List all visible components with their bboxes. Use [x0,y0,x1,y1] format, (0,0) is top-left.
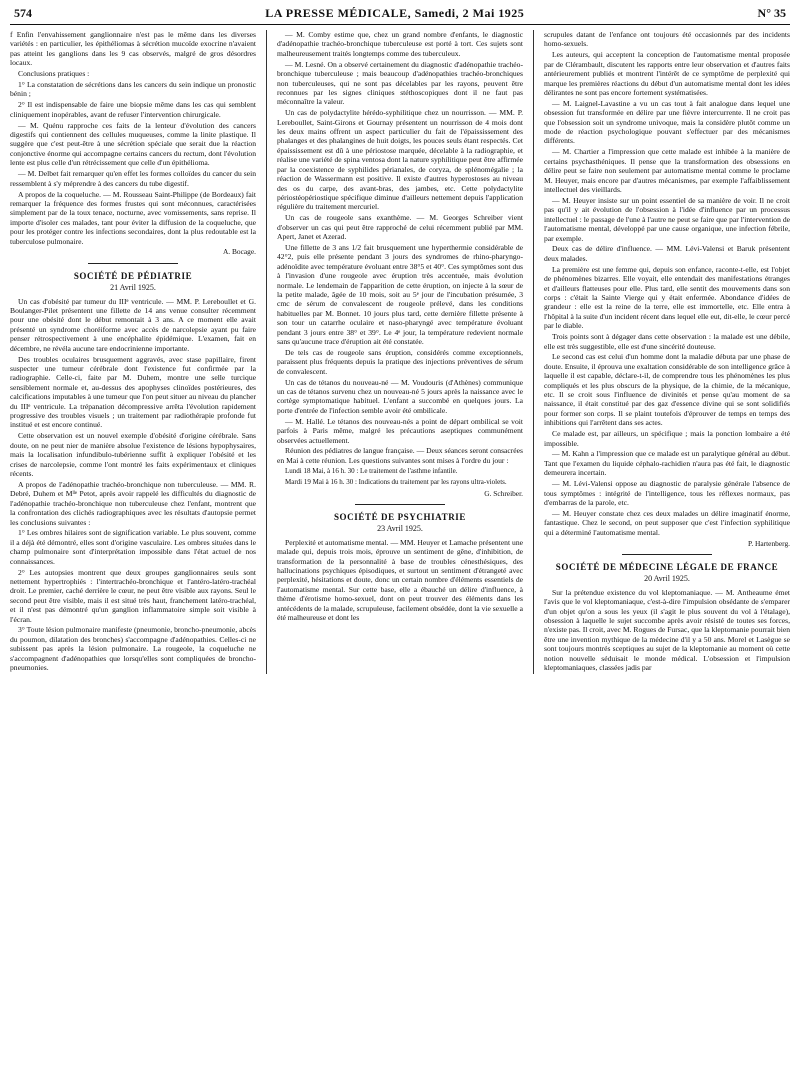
section-divider [88,263,178,264]
section-title: SOCIÉTÉ DE MÉDECINE LÉGALE DE FRANCE [555,562,779,573]
paragraph: A propos de la coqueluche. — M. Rousseau Saint-Philippe (de Bordeaux) fait remarquer la fréquence des formes frustes qui sont méconnues, caractérisées simplement par de la toux tenace, nocturne, avec vomissements, sans reprise. Il importe d'isoler ces malades, tant pour éviter la diffusion de la coqueluche, que pour les protéger contre les infections secondaires, dont la plus redoutable est la tuberculose pulmonaire. [10,189,256,246]
paragraph: Trois points sont à dégager dans cette observation : la malade est une débile, elle est très suggestible, elle est d'une sincérité douteuse. [544,332,790,351]
paragraph: Perplexité et automatisme mental. — MM. Heuyer et Lamache présentent une malade qui, depuis trois mois, éprouve un sentiment de gêne, d'inhibition, de transformation de la personnalité à base de troubles cénesthésiques, des hallucinations psychiques épisodiques, et surtout un sentiment d'étrangeté avec perplexité, hésitations et doute, donc un certain nombre d'éléments essentiels de l'automatisme mental. Sur cette base, elle a ébauché un délire d'influence, à thème d'érotisme homo-sexuel, dont on peut trouver des éléments dans les antécédents de la malade, scrupuleuse, facilement obsédée, dont la vie sexuelle a été malheureuse et dont les [277,537,523,623]
paragraph: 2° Les autopsies montrent que deux groupes ganglionnaires seuls sont nettement hypertrophiés : l'intertrachéo-bronchique et l'antéro-latéro-trachéal droit. Le premier, caché derrière le cœur, ne peut être visible aux rayons. Seul le second peut être visible, mais il est situé très haut, franchement latéro-trachéal, et il n'est pas démontré qu'un ganglion inflammatoire simple soit visible à l'écran. [10,567,256,624]
newspaper-page [10,6,790,1076]
paragraph: Sur la prétendue existence du vol kleptomaniaque. — M. Antheaume émet l'avis que le vol kleptomaniaque, c'est-à-dire l'impulsion obsédante de s'emparer d'un objet qu'on a sous les yeux (il s'agit le plus souvent du vol à l'étalage), obsession à laquelle le sujet succombe après avoir résisté de toutes ses forces, n'existe pas. Il croit, avec M. Rogues de Fursac, que la kleptomanie pourrait bien être une invention mythique de la médecine d'il y a 50 ans. Morel et Lasègue se sont toujours montrés sceptiques au sujet de la kleptomanie au moment où cette notion nouvelle séduisait le monde médical. L'obsession et l'impulsion kleptomaniaques, classées jadis par [544,587,790,673]
paragraph: 3° Toute lésion pulmonaire manifeste (pneumonie, broncho-pneumonie, abcès du poumon, dilatation des bronches) s'accompagne d'adénopathies. Celles-ci ne subissent pas après la lésion pulmonaire. La rougeole, la coqueluche ne s'accompagnent d'adénopathies que lorsqu'elles sont compliquées de broncho-pneumonies. [10,625,256,673]
page-number: 574 [14,6,32,20]
section-date: 20 Avril 1925. [644,574,690,584]
paragraph: Cette observation est un nouvel exemple d'obésité d'origine cérébrale. Sans doute, on ne peut nier de manière absolue l'existence de lésions hypophysaires, mais la localisation infundibulo-tubérienne suffit à expliquer l'obésité et les crises de narcolepsie, comme l'ont montré les faits expérimentaux et cliniques récents. [10,431,256,478]
paragraph: Le second cas est celui d'un homme dont la maladie débuta par une phase de doute. Ensuite, il éprouva une exaltation considérable de son intelligence grâce à laquelle il est capable, déclare-t-il, de comprendre tous les phénomènes les plus compliqués et les plus obscurs de la physique, de la chimie, de la mécanique, etc. Il se croit sous l'influence de divinités et pense qu'au moment de sa naissance, il était constitué par des gaz d'essence divine qui se sont solidifiés pour former son corps. Il se plaint toutefois d'éprouver de temps en temps des inhibitions qui l'arrêtent dans ses actes. [544,352,790,428]
section-date: 23 Avril 1925. [377,524,423,534]
paragraph: Deux cas de délire d'influence. — MM. Lévi-Valensi et Baruk présentent deux malades. [544,244,790,263]
page-header [10,6,790,25]
paragraph: Un cas d'obésité par tumeur du IIIᵉ ventricule. — MM. P. Lereboullet et G. Boulanger-Pilet présentent une fillette de 14 ans venue consulter récemment pour une obésité dont le début remontait à 3 ans. A ce moment elle avait présenté un syndrome choréiforme avec accès de narcolepsie ayant pu faire penser rétrospectivement à une encéphalite épidémique. L'examen, fait en décembre, ne révéla aucune tare endocrinienne importante. [10,296,256,353]
paragraph: 1° Les ombres hilaires sont de signification variable. Le plus souvent, comme il a déjà été démontré, elles sont d'origine vasculaire. Les ombres situées dans le champ pulmonaire sont d'interprétation impossible dans l'état actuel de nos connaissances. [10,528,256,566]
paragraph: Un cas de polydactylite hérédo-syphilitique chez un nourrisson. — MM. P. Lereboullet, Saint-Girons et Gournay présentent un nourrisson de 4 mois dont les deux mains offrent un aspect particulier du fait de l'épaississement des phalanges et des phalangines de huit doigts, les pouces seuls étant respectés. Cet épaississement est dû à une périostose marquée, décelable à la radiographie, et réalise une variété de spina ventosa dont la nature syphilitique peut être affirmée par la coexistence de syphilides périanales, de coryza, de splénomégalie ; la réaction de Wassermann est positive. Il existe d'autres hyperostoses au niveau des os du carpe, des avant-bras, des jambes, etc. Cette polydactylite périostéopériostique spécifique diminue d'ailleurs nettement depuis l'application régulière du traitement mercuriel. [277,108,523,212]
paragraph: Un cas de rougeole sans exanthème. — M. Georges Schreiber vient d'observer un cas qui peut être rapproché de celui récemment publié par MM. Apert, Janet et Azerad. [277,213,523,242]
paragraph: — M. Comby estime que, chez un grand nombre d'enfants, le diagnostic d'adénopathie trachéo-bronchique tuberculeuse est porté à tort. Ces sujets sont malheureusement traités longtemps comme des tuberculeux. [277,30,523,58]
paragraph: Conclusions pratiques : [18,69,90,79]
section-title: SOCIÉTÉ DE PSYCHIATRIE [333,512,467,522]
paragraph: scrupules datant de l'enfance ont toujours été occasionnés par des incidents homo-sexuels. [544,30,790,49]
section-title: SOCIÉTÉ DE PÉDIATRIE [73,270,193,281]
paragraph: 2° Il est indispensable de faire une biopsie même dans les cas qui semblent cliniquement inopérables, avant de refuser l'intervention chirurgicale. [10,100,256,119]
paragraph: — M. Delbet fait remarquer qu'en effet les formes colloïdes du cancer du sein ressemblent à s'y méprendre à des cancers du tube digestif. [10,169,256,188]
issue-number: N° 35 [757,6,786,20]
paragraph: f Enfin l'envahissement ganglionnaire n'est pas le même dans les diverses variétés : en particulier, les épithéliomas à sécrétion mucoïde exocrine n'avaient pas atteint les ganglions dans les 9 cas observés, malgré de gros désordres locaux. [10,30,256,68]
paragraph: A propos de l'adénopathie trachéo-bronchique non tuberculeuse. — MM. R. Debré, Duhem et Mˡˡᵉ Petot, après avoir rappelé les difficultés du diagnostic de l'adénopathie trachéo-bronchique non tuberculeuse chez l'enfant, montrent que la confrontation des clichés radiographiques avec les résultats d'autopsie permet les conclusions suivantes : [10,479,256,527]
agenda-item: Mardi 19 Mai à 16 h. 30 : Indications du traitement par les rayons ultra-violets. [285,477,507,486]
page-title: LA PRESSE MÉDICALE, Samedi, 2 Mai 1925 [265,6,525,20]
column-1 [10,30,256,674]
paragraph: Des troubles oculaires brusquement aggravés, avec stase papillaire, firent suspecter une tumeur cérébrale dont l'existence fut confirmée par la radiographie. Celle-ci, faite par M. Duhem, montre une selle turcique sensiblement normale et, au-dessus des apophyses clinoïdes postérieures, des calcifications imputables à une tumeur que l'on peut situer au niveau du plancher du IIIᵉ ventricule. La trépanation décompressive arrêta l'évolution rapidement progressive des troubles visuels ; un traitement par radiothérapie profonde fut institué et est encore continué. [10,354,256,430]
paragraph: — M. Laignel-Lavastine a vu un cas tout à fait analogue dans lequel une obsession fut transformée en délire par une fièvre intercurrente. Il ne croit pas que l'obsession soit un syndrome univoque, mais la considère plutôt comme un mode de réaction psychologique pouvant s'effectuer par des mécanismes différents. [544,98,790,146]
paragraph: Les auteurs, qui acceptent la conception de l'automatisme mental proposée par de Clérambault, discutent les rapports entre leur observation et d'autres faits antérieurement publiés et montrent l'intérêt de ce symptôme de perplexité qui marque les premières réactions du début d'un automatisme mental dont les idées délirantes ne sont pas encore fortement systématisées. [544,50,790,97]
paragraph: Un cas de tétanos du nouveau-né — M. Voudouris (d'Athènes) communique un cas de tétanos survenu chez un nouveau-né 5 jours après la naissance avec le cortège symptomatique habituel. L'enfant a succombé en quelques jours. La porte d'entrée de l'infection semble avoir été ombilicale. [277,377,523,415]
paragraph: — M. Hallé. Le tétanos des nouveau-nés a point de départ ombilical se voit parfois à Paris même, malgré les précautions aseptiques communément observées actuellement. [277,416,523,445]
paragraph: De tels cas de rougeole sans éruption, considérés comme exceptionnels, paraissent plus fréquents depuis la pratique des injections préventives de sérum de convalescent. [277,347,523,376]
column-rule [266,30,267,674]
paragraph: — M. Heuyer constate chez ces deux malades un délire imaginatif énorme, fantastique. Chez le second, on peut supposer que c'est l'infection syphilitique qui a déterminé l'automatisme mental. [544,508,790,537]
paragraph: — M. Kahn a l'impression que ce malade est un paralytique général au début. Tant que l'examen du liquide céphalo-rachidien n'aura pas été fait, le diagnostic demeurera incertain. [544,449,790,478]
paragraph: — M. Lévi-Valensi oppose au diagnostic de paralysie générale l'absence de tous symptômes : intégrité de l'intelligence, tous les réflexes normaux, pas d'embarras de la parole, etc. [544,479,790,507]
author-signature: G. Schreiber. [484,488,523,498]
section-date: 21 Avril 1925. [110,283,156,293]
column-3 [544,30,790,674]
paragraph: Réunion des pédiatres de langue française. — Deux séances seront consacrées en Mai à cette réunion. Les questions suivantes sont mises à l'ordre du jour : [277,446,523,465]
paragraph: — M. Quénu rapproche ces faits de la lenteur d'évolution des cancers digestifs qui contiennent des cellules muqueuses, comme la linite plastique. Il suggère que c'est peut-être à une sécrétion spéciale que serait due la réaction conjonctive énorme qui accompagne certains cancers du rectum, dont l'évolution lente est plus celle d'un rétrécissement que celle d'un épithélioma. [10,120,256,168]
columns [10,30,790,674]
author-signature: P. Hartenberg. [748,538,790,548]
section-divider [622,554,712,555]
paragraph: 1° La constatation de sécrétions dans les cancers du sein indique un pronostic bénin ; [10,80,256,99]
author-signature: A. Bocage. [222,247,256,257]
paragraph: Une fillette de 3 ans 1/2 fait brusquement une hyperthermie considérable de 42°2, puis elle présente pendant 3 jours des syndromes de rhino-pharyngo-adénoïdite avec température évoluant entre 38°5 et 40°. Ces symptômes sont dus à l'invasion d'une rougeole avec éruption très accentuée, mais évolution normale. Le lendemain de l'apparition de cette éruption, on injecte à la sœur de la petite malade, âgée de 10 mois, soit au 5ᵉ jour de l'incubation présumée, 3 cmc de sérum de convalescent de rougeole prélevé, dans les conditions habituelles par M. Bonnet. 10 jours plus tard, cette dernière fillette présente à son tour un catarrhe oculaire et naso-pharyngé avec température évoluant pendant 3 jours entre 38° et 39°. Le 4ᵉ jour, la température redevient normale sans qu'aucune trace d'éruption ait été constatée. [277,242,523,346]
agenda-item: Lundi 18 Mai, à 16 h. 30 : Le traitement de l'asthme infantile. [285,466,458,475]
paragraph: — M. Lesné. On a observé certainement du diagnostic d'adénopathie trachéo-bronchique tuberculeuse ; mais beaucoup d'adénopathies trachéo-bronchiques non tuberculeuses, qui ne sont pas décelables par les rayons, peuvent être reconnues par les signes cliniques stéthoscopiques dont il ne faut pas méconnaître la valeur. [277,59,523,107]
column-2 [277,30,523,674]
paragraph: — M. Chartier a l'impression que cette malade est inhibée à la manière de certains psychasthéniques. Il pense que la transformation des obsessions en délire peut se faire non seulement par automatisme mental comme le proclame M. Heuyer, mais encore par d'autres mécanismes, par exemple l'affaiblissement intellectuel des vieillards. [544,147,790,194]
paragraph: Ce malade est, par ailleurs, un spécifique ; mais la ponction lombaire a été impossible. [544,429,790,448]
paragraph: — M. Heuyer insiste sur un point essentiel de sa manière de voir. Il ne croit pas qu'il y ait évolution de l'obsession à l'idée d'influence par un processus intellectuel : le passage de l'une à l'autre ne peut se faire que par l'intervention de l'automatisme mental, développé par une cause organique, une infection fébrile, par exemple. [544,195,790,243]
column-rule [533,30,534,674]
paragraph: La première est une femme qui, depuis son enfance, raconte-t-elle, est l'objet de phénomènes bizarres. Elle voyait, elle entendait des manifestations étranges et d'ailleurs flatteuses pour elle. Plus tard, elle sentit des mouvements dans son corps : c'était la Sainte Vierge qui y était enfermée. Abondance d'idées de grandeur : elle est la reine de la terre, elle est immortelle, etc. Elle entra à l'hôpital à la suite d'un incident récent dans lequel elle eut, dit-elle, le cœur percé par le diable. [544,264,790,331]
section-divider [355,504,445,505]
